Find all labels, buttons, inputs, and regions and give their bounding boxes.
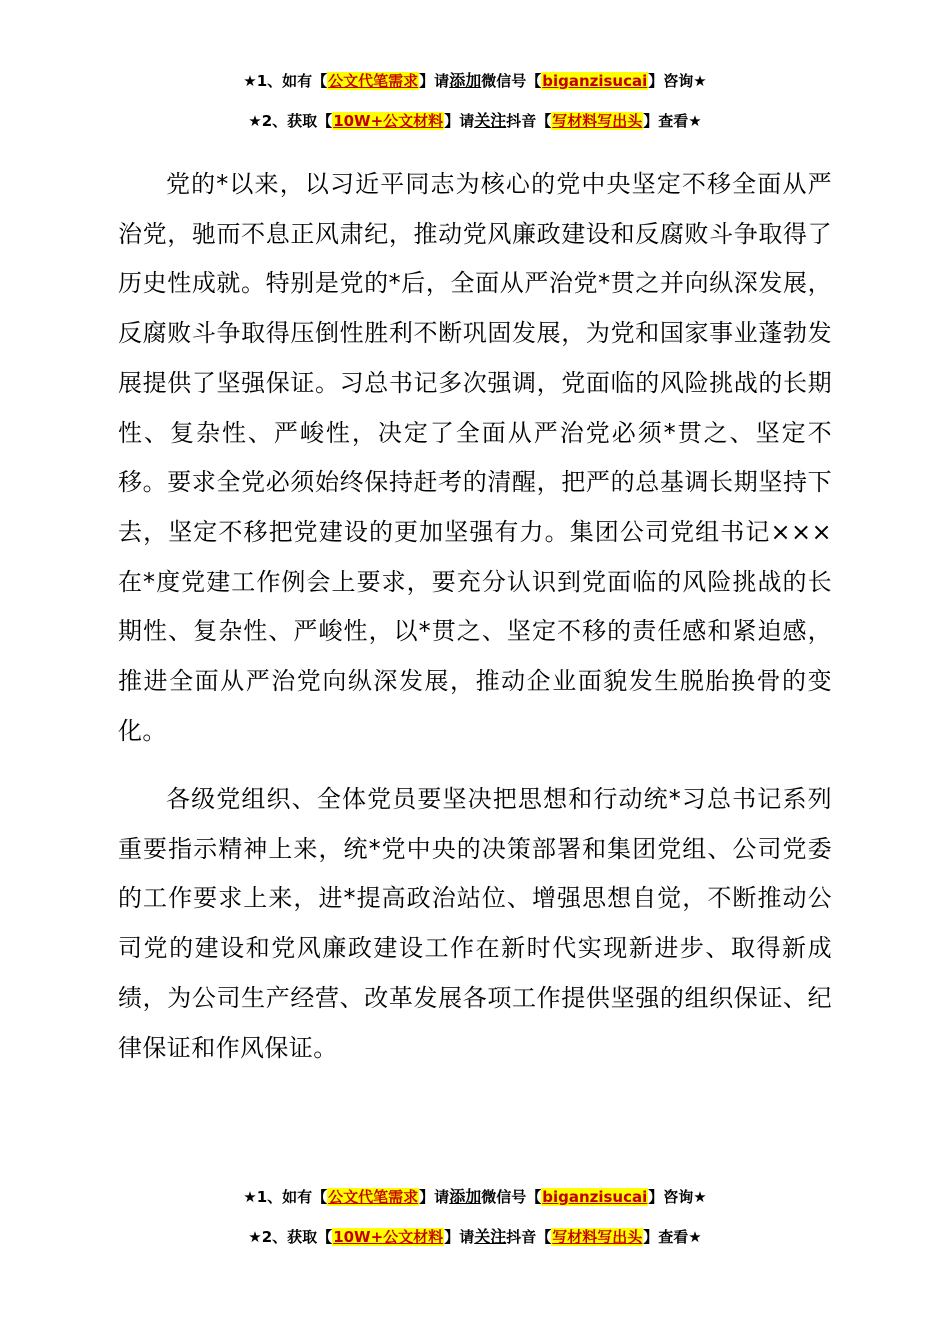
banner-text: 抖音【 xyxy=(506,1228,552,1246)
banner-emphasis: 添加 xyxy=(449,1187,482,1206)
banner-suffix: 】咨询★ xyxy=(648,1188,707,1206)
wechat-id: biganzisucai xyxy=(542,1188,648,1206)
banner-text: 】请 xyxy=(419,72,450,90)
banner-text: 】请 xyxy=(419,1188,450,1206)
banner-prefix: ★2、获取【 xyxy=(248,1228,333,1246)
highlight-materials-label: 10W+公文材料 xyxy=(333,1228,444,1246)
body-paragraph-2: 各级党组织、全体党员要坚决把思想和行动统*习总书记系列重要指示精神上来，统*党中央的决策部署和集团党组、公司党委的工作要求上来，进*提高政治站位、增强思想自觉，不断推动公司党的建设和党风廉政建设工作在新时代实现新进步、取得新成绩，为公司生产经营、改革发展各项工作提供坚强的组织保证、纪律保证和作风保证。 xyxy=(118,785,832,1062)
highlight-service-label: 公文代笔需求 xyxy=(328,1188,419,1206)
banner-suffix: 】咨询★ xyxy=(648,72,707,90)
highlight-service-label: 公文代笔需求 xyxy=(328,72,419,90)
banner-text: 】请 xyxy=(444,1228,475,1246)
banner-line-consult xyxy=(0,1186,950,1208)
banner-suffix: 】查看★ xyxy=(643,112,702,130)
highlight-materials-label: 10W+公文材料 xyxy=(333,112,444,130)
header-banner xyxy=(0,70,950,132)
banner-line-follow xyxy=(0,110,950,132)
douyin-account: 写材料写出头 xyxy=(552,112,643,130)
banner-emphasis: 关注 xyxy=(474,111,507,130)
banner-line-follow xyxy=(0,1226,950,1248)
banner-emphasis: 关注 xyxy=(474,1227,507,1246)
footer-banner xyxy=(0,1186,950,1248)
banner-line-consult xyxy=(0,70,950,92)
banner-text: 微信号【 xyxy=(481,1188,542,1206)
banner-text: 抖音【 xyxy=(506,112,552,130)
banner-emphasis: 添加 xyxy=(449,71,482,90)
banner-text: 微信号【 xyxy=(481,72,542,90)
wechat-id: biganzisucai xyxy=(542,72,648,90)
document-body-first xyxy=(118,160,832,756)
douyin-account: 写材料写出头 xyxy=(552,1228,643,1246)
banner-prefix: ★2、获取【 xyxy=(248,112,333,130)
banner-text: 】请 xyxy=(444,112,475,130)
document-body-second xyxy=(118,775,832,1073)
banner-suffix: 】查看★ xyxy=(643,1228,702,1246)
banner-prefix: ★1、如有【 xyxy=(243,72,328,90)
banner-prefix: ★1、如有【 xyxy=(243,1188,328,1206)
body-paragraph-1: 党的*以来，以习近平同志为核心的党中央坚定不移全面从严治党，驰而不息正风肃纪，推动党风廉政建设和反腐败斗争取得了历史性成就。特别是党的*后，全面从严治党*贯之并向纵深发展，反腐败斗争取得压倒性胜利不断巩固发展，为党和国家事业蓬勃发展提供了坚强保证。习总书记多次强调，党面临的风险挑战的长期性、复杂性、严峻性，决定了全面从严治党必须*贯之、坚定不移。要求全党必须始终保持赶考的清醒，把严的总基调长期坚持下去，坚定不移把党建设的更加坚强有力。集团公司党组书记×××在*度党建工作例会上要求，要充分认识到党面临的风险挑战的长期性、复杂性、严峻性，以*贯之、坚定不移的责任感和紧迫感，推进全面从严治党向纵深发展，推动企业面貌发生脱胎换骨的变化。 xyxy=(118,170,832,745)
